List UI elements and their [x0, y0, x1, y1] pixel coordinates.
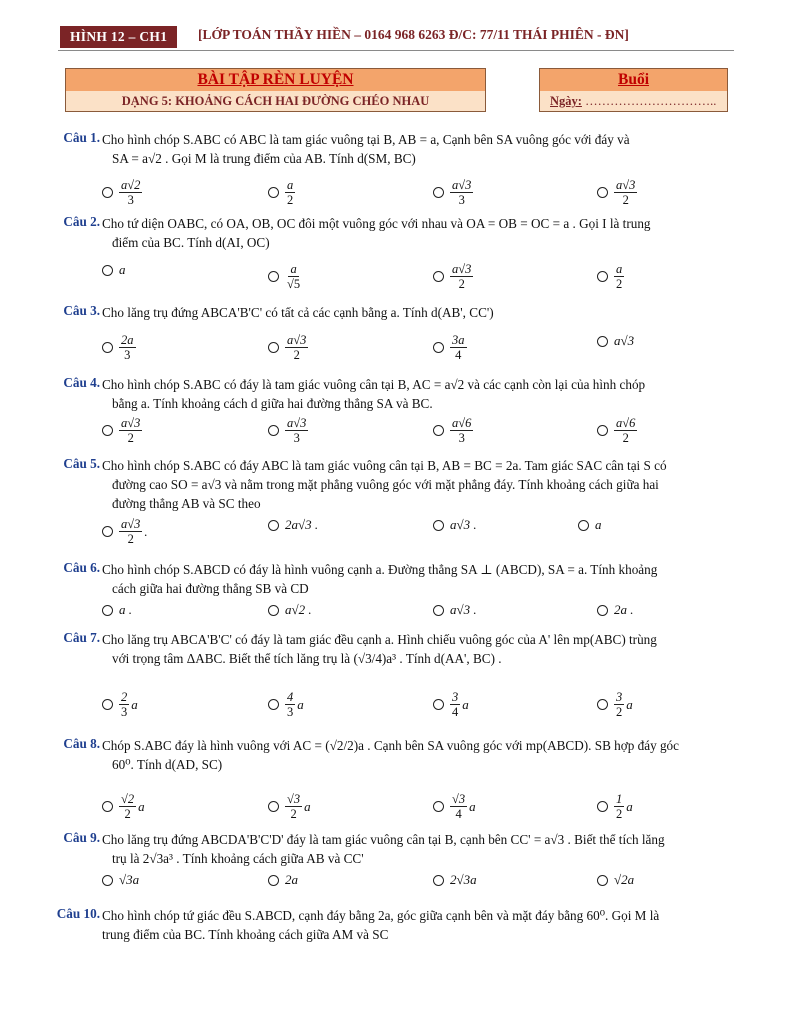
option-suffix: a [469, 798, 476, 814]
question-line: đường thẳng AB và SC theo [112, 496, 261, 511]
radio-circle-icon[interactable] [433, 801, 444, 812]
fraction-numerator: √3 [287, 792, 301, 806]
option-fraction [119, 792, 136, 821]
question-text [102, 630, 732, 668]
option-fraction [450, 262, 473, 291]
question-label: Câu 6. [63, 560, 100, 575]
fraction-denominator: 2 [622, 431, 629, 445]
radio-circle-icon[interactable] [102, 699, 113, 710]
question-line: Cho lăng trụ đứng ABCDA'B'C'D' đáy là tam giác vuông cân tại B, cạnh bên CC' = a√3 . Biết thể tích lăng [102, 832, 665, 847]
answer-option[interactable] [597, 416, 637, 445]
answer-option[interactable] [102, 416, 142, 445]
question-line: Cho tứ diện OABC, có OA, OB, OC đôi một vuông góc với nhau và OA = OB = OC = a . Gọi I là trung [102, 216, 651, 231]
session-label: Buổi [540, 69, 727, 91]
worksheet-subtitle: DẠNG 5: KHOẢNG CÁCH HAI ĐƯỜNG CHÉO NHAU [66, 91, 485, 111]
radio-circle-icon[interactable] [102, 801, 113, 812]
question-label: Câu 10. [56, 906, 100, 921]
answer-option[interactable] [268, 517, 318, 533]
question-line: Cho hình chóp S.ABC có đáy ABC là tam giác vuông cân tại B, AB = BC = 2a. Tam giác SAC cân tại S có [102, 458, 667, 473]
radio-circle-icon[interactable] [268, 342, 279, 353]
option-text: a√3 [614, 333, 635, 348]
option-fraction [285, 262, 302, 291]
page-header [58, 24, 734, 51]
session-date [540, 91, 727, 111]
answer-option[interactable] [578, 517, 602, 533]
option-fraction [119, 333, 136, 362]
fraction-denominator: 3 [124, 348, 131, 362]
option-fraction [450, 178, 473, 207]
option-fraction [119, 178, 142, 207]
fraction-numerator: a√3 [121, 517, 141, 531]
question-label: Câu 7. [63, 630, 100, 645]
option-text: a [595, 517, 602, 532]
radio-circle-icon[interactable] [433, 605, 444, 616]
question-label: Câu 3. [63, 303, 100, 318]
question-text [102, 130, 732, 168]
radio-circle-icon[interactable] [268, 605, 279, 616]
fraction-numerator: 3 [616, 690, 623, 704]
question-line: đường cao SO = a√3 và nằm trong mặt phẳng vuông góc với mặt phẳng đáy. Tính khoảng cách giữa hai [112, 477, 659, 492]
radio-circle-icon[interactable] [102, 425, 113, 436]
radio-circle-icon[interactable] [268, 875, 279, 886]
answer-option[interactable] [433, 178, 473, 207]
radio-circle-icon[interactable] [433, 875, 444, 886]
fraction-numerator: a [287, 178, 294, 192]
option-text: a√3 . [450, 517, 477, 532]
fraction-denominator: 4 [452, 705, 459, 719]
answer-option[interactable] [597, 178, 637, 207]
question-line: SA = a√2 . Gọi M là trung điểm của AB. Tính d(SM, BC) [112, 151, 416, 166]
fraction-denominator: 2 [616, 277, 623, 291]
answer-option[interactable] [433, 872, 477, 888]
question-line: Cho hình chóp S.ABCD có đáy là hình vuông cạnh a. Đường thẳng SA ⊥ (ABCD), SA = a. Tính khoảng [102, 562, 658, 577]
option-text: √2a [614, 872, 635, 887]
option-text: 2a . [614, 602, 634, 617]
question-line: Cho hình chóp S.ABC có ABC là tam giác vuông tại B, AB = a, Cạnh bên SA vuông góc với đáy và [102, 132, 630, 147]
fraction-denominator: 3 [458, 193, 465, 207]
answer-option[interactable] [102, 690, 138, 719]
radio-circle-icon[interactable] [433, 187, 444, 198]
fraction-numerator: 2a [121, 333, 134, 347]
option-fraction [285, 333, 308, 362]
fraction-numerator: a√6 [616, 416, 636, 430]
class-contact-info: [LỚP TOÁN THẦY HIỀN – 0164 968 6263 Đ/C: 77/11 THÁI PHIÊN - ĐN] [198, 27, 629, 42]
radio-circle-icon[interactable] [102, 265, 113, 276]
answer-option[interactable] [597, 602, 634, 618]
radio-circle-icon[interactable] [433, 271, 444, 282]
fraction-numerator: 3 [452, 690, 459, 704]
answer-option[interactable] [268, 792, 311, 821]
radio-circle-icon[interactable] [268, 187, 279, 198]
question-label: Câu 9. [63, 830, 100, 845]
question-text [102, 560, 732, 598]
fraction-numerator: 1 [616, 792, 623, 806]
answer-option[interactable] [102, 262, 126, 278]
fraction-numerator: √2 [121, 792, 135, 806]
answer-option[interactable] [268, 602, 312, 618]
option-text: √3a [119, 872, 140, 887]
option-suffix: a [462, 696, 469, 712]
option-text: 2a√3 . [285, 517, 319, 532]
question-text [102, 303, 732, 322]
question-label: Câu 5. [63, 456, 100, 471]
fraction-numerator: a√3 [452, 178, 472, 192]
fraction-denominator: 2 [290, 807, 297, 821]
radio-circle-icon[interactable] [268, 425, 279, 436]
answer-option[interactable] [433, 416, 473, 445]
option-fraction [614, 416, 637, 445]
question-line: Cho lăng trụ ABCA'B'C' có đáy là tam giác đều cạnh a. Hình chiếu vuông góc của A' lên mp(ABC) trùng [102, 632, 657, 647]
question-line: điểm của BC. Tính d(AI, OC) [112, 235, 270, 250]
radio-circle-icon[interactable] [268, 801, 279, 812]
question-label: Câu 1. [63, 130, 100, 145]
radio-circle-icon[interactable] [268, 271, 279, 282]
radio-circle-icon[interactable] [597, 336, 608, 347]
answer-option[interactable] [268, 178, 295, 207]
fraction-denominator: 4 [455, 807, 462, 821]
fraction-numerator: a√3 [121, 416, 141, 430]
option-text: a√3 . [450, 602, 477, 617]
fraction-denominator: 2 [458, 277, 465, 291]
fraction-denominator: 3 [458, 431, 465, 445]
question-line: Chóp S.ABC đáy là hình vuông với AC = (√2/2)a . Cạnh bên SA vuông góc với mp(ABCD). SB hợp đáy góc [102, 738, 680, 753]
option-suffix: a [297, 696, 304, 712]
fraction-numerator: 2 [121, 690, 128, 704]
fraction-numerator: √3 [452, 792, 466, 806]
question-line: cách giữa hai đường thẳng SB và CD [112, 581, 309, 596]
radio-circle-icon[interactable] [268, 520, 279, 531]
radio-circle-icon[interactable] [268, 699, 279, 710]
option-fraction [119, 690, 129, 719]
option-suffix: a [131, 696, 138, 712]
fraction-numerator: a√6 [452, 416, 472, 430]
radio-circle-icon[interactable] [597, 699, 608, 710]
option-text: a [119, 262, 126, 277]
question-line: trụ là 2√3a³ . Tính khoảng cách giữa AB và CC' [112, 851, 364, 866]
option-fraction [119, 416, 142, 445]
question-text [102, 456, 732, 513]
option-fraction [450, 792, 467, 821]
fraction-denominator: 2 [127, 431, 134, 445]
date-value: ………………………….. [581, 94, 717, 108]
option-fraction [614, 262, 624, 291]
answer-option[interactable] [102, 602, 132, 618]
fraction-numerator: 3a [452, 333, 465, 347]
answer-option[interactable] [597, 262, 624, 291]
radio-circle-icon[interactable] [102, 526, 113, 537]
option-text: a√2 . [285, 602, 312, 617]
question-text [102, 906, 732, 944]
fraction-denominator: 3 [293, 431, 300, 445]
question-line: Cho hình chóp S.ABC có đáy là tam giác vuông cân tại B, AC = a√2 và các cạnh còn lại của hình chóp [102, 377, 646, 392]
fraction-numerator: a√3 [287, 416, 307, 430]
radio-circle-icon[interactable] [433, 425, 444, 436]
option-fraction [450, 333, 467, 362]
radio-circle-icon[interactable] [433, 342, 444, 353]
fraction-denominator: 2 [124, 807, 131, 821]
question-text [102, 736, 732, 774]
question-label: Câu 2. [63, 214, 100, 229]
radio-circle-icon[interactable] [102, 187, 113, 198]
answer-option[interactable] [433, 517, 477, 533]
radio-circle-icon[interactable] [433, 699, 444, 710]
option-fraction [285, 690, 295, 719]
option-fraction [450, 416, 473, 445]
question-line: trung điểm của BC. Tính khoảng cách giữa AM và SC [102, 927, 389, 942]
radio-circle-icon[interactable] [597, 187, 608, 198]
question-label: Câu 4. [63, 375, 100, 390]
radio-circle-icon[interactable] [578, 520, 589, 531]
option-suffix: a [626, 696, 633, 712]
fraction-denominator: 2 [293, 348, 300, 362]
fraction-numerator: a√3 [287, 333, 307, 347]
option-fraction [119, 517, 142, 546]
answer-option[interactable] [433, 333, 467, 362]
option-text: a . [119, 602, 132, 617]
answer-option[interactable] [268, 416, 308, 445]
option-fraction [285, 178, 295, 207]
radio-circle-icon[interactable] [597, 801, 608, 812]
chapter-tag: HÌNH 12 – CH1 [60, 26, 177, 48]
answer-option[interactable] [433, 602, 477, 618]
answer-option[interactable] [597, 333, 634, 349]
answer-option[interactable] [433, 690, 469, 719]
option-suffix: a [626, 798, 633, 814]
answer-option[interactable] [268, 262, 302, 291]
answer-option[interactable] [433, 792, 476, 821]
question-label: Câu 8. [63, 736, 100, 751]
answer-option[interactable] [597, 872, 634, 888]
question-text [102, 214, 732, 252]
answer-option[interactable] [268, 690, 304, 719]
worksheet-title: BÀI TẬP RÈN LUYỆN [66, 69, 485, 91]
option-fraction [614, 792, 624, 821]
fraction-denominator: √5 [287, 277, 301, 291]
radio-circle-icon[interactable] [597, 875, 608, 886]
radio-circle-icon[interactable] [597, 271, 608, 282]
radio-circle-icon[interactable] [102, 342, 113, 353]
question-line: Cho lăng trụ đứng ABCA'B'C' có tất cả các cạnh bằng a. Tính d(AB', CC') [102, 305, 494, 320]
answer-option[interactable] [102, 792, 145, 821]
session-box [539, 68, 728, 112]
option-fraction [614, 178, 637, 207]
option-text: 2√3a [450, 872, 477, 887]
option-fraction [614, 690, 624, 719]
answer-option[interactable] [597, 792, 633, 821]
answer-option[interactable] [102, 333, 136, 362]
radio-circle-icon[interactable] [433, 520, 444, 531]
fraction-denominator: 2 [622, 193, 629, 207]
fraction-denominator: 2 [616, 705, 623, 719]
radio-circle-icon[interactable] [102, 605, 113, 616]
option-suffix: . [144, 523, 148, 539]
answer-option[interactable] [268, 333, 308, 362]
option-fraction [285, 416, 308, 445]
radio-circle-icon[interactable] [597, 605, 608, 616]
fraction-numerator: a√3 [616, 178, 636, 192]
question-line: với trọng tâm ΔABC. Biết thể tích lăng trụ là (√3/4)a³ . Tính d(AA', BC) . [112, 651, 502, 666]
fraction-numerator: a [616, 262, 623, 276]
radio-circle-icon[interactable] [597, 425, 608, 436]
option-fraction [285, 792, 302, 821]
fraction-denominator: 4 [455, 348, 462, 362]
fraction-denominator: 3 [121, 705, 128, 719]
fraction-denominator: 3 [287, 705, 294, 719]
question-line: bằng a. Tính khoảng cách d giữa hai đường thẳng SA và BC. [112, 396, 433, 411]
question-text [102, 375, 732, 413]
answer-option[interactable] [102, 872, 139, 888]
fraction-denominator: 3 [127, 193, 134, 207]
option-suffix: a [138, 798, 145, 814]
fraction-denominator: 2 [616, 807, 623, 821]
fraction-denominator: 2 [127, 532, 134, 546]
answer-option[interactable] [102, 178, 142, 207]
title-box [65, 68, 486, 112]
answer-option[interactable] [433, 262, 473, 291]
question-line: 60⁰. Tính d(AD, SC) [112, 757, 223, 772]
answer-option[interactable] [597, 690, 633, 719]
answer-option[interactable] [102, 517, 148, 546]
fraction-numerator: a√2 [121, 178, 141, 192]
option-text: 2a [285, 872, 298, 887]
fraction-numerator: a√3 [452, 262, 472, 276]
answer-option[interactable] [268, 872, 298, 888]
question-line: Cho hình chóp tứ giác đều S.ABCD, cạnh đáy bằng 2a, góc giữa cạnh bên và mặt đáy bằng 60⁰. Gọi M là [102, 908, 660, 923]
fraction-numerator: a [290, 262, 297, 276]
date-label: Ngày: [550, 94, 582, 108]
question-text [102, 830, 732, 868]
option-fraction [450, 690, 460, 719]
fraction-denominator: 2 [287, 193, 294, 207]
fraction-numerator: 4 [287, 690, 294, 704]
option-suffix: a [304, 798, 311, 814]
radio-circle-icon[interactable] [102, 875, 113, 886]
